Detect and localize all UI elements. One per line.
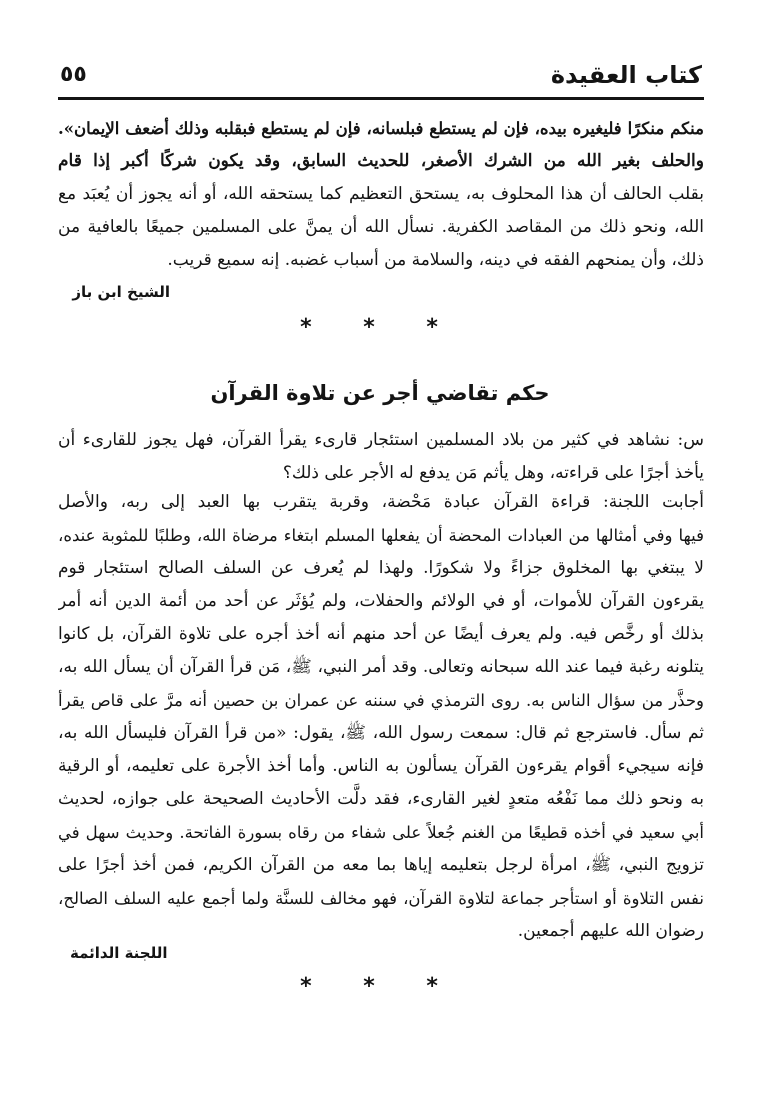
text-line: ذلك، وأن يمنحهم الفقه في دينه، والسلامة من أسباب غضبه. إنه سميع قريب. xyxy=(167,250,704,270)
answer-line: فإنه سيجيء أقوام يقرءون القرآن يسألون به الناس. وأما أخذ الأجرة على تعليمه، أو الرقية xyxy=(58,756,704,776)
answer-line: به ونحو ذلك مما نَفْعُه متعدٍ لغير القارىء، فقد دلَّت الأحاديث الصحيحة على جوازه، لحديث xyxy=(58,789,704,809)
text-line: منكم منكرًا فليغيره بيده، فإن لم يستطع فبلسانه، فإن لم يستطع فبقلبه وذلك أضعف الإيمان». xyxy=(58,119,704,138)
running-header-title: كتاب العقيدة xyxy=(550,61,702,89)
section-separator: * * * xyxy=(300,315,460,340)
question-block xyxy=(58,424,704,490)
answer-line: يتلونه رغبة فيما عند الله سبحانه وتعالى. وقد أمر النبي، ﷺ، مَن قرأ القرآن أن يسأل الله به، xyxy=(58,657,704,677)
answer-line: تزويج النبي، ﷺ، امرأة لرجل بتعليمه إياها بما معه من القرآن الكريم، فمن أخذ أجرًا على xyxy=(58,855,704,875)
fatwa-continuation xyxy=(58,112,704,277)
text-line: الله، ونحو ذلك من المقاصد الكفرية. نسأل الله أن يمنَّ على المسلمين جميعًا بالعافية من xyxy=(58,217,704,237)
text-line: بقلب الحالف أن هذا المحلوف به، يستحق التعظيم كما يستحقه الله، أو أنه يجوز أن يُعبَد مع xyxy=(58,184,704,204)
page-number: ٥٥ xyxy=(60,62,87,87)
committee-signature: اللجنة الدائمة xyxy=(70,944,168,962)
answer-line: أبي سعيد في أخذه قطيعًا من الغنم جُعلاً على شفاء من رقاه بسورة الفاتحة. وحديث سهل في xyxy=(58,823,704,842)
section-separator: * * * xyxy=(300,974,460,999)
header-rule xyxy=(58,97,704,100)
answer-line: وحذَّر من سؤال الناس به. روى الترمذي في سننه عن عمران بن حصين أنه مرَّ على قاص يقرأ xyxy=(58,691,704,710)
answer-line: نفس التلاوة أو استأجر جماعة لتلاوة القرآن، فهو مخالف للسنَّة ولما أجمع عليه السلف الصالح، xyxy=(58,889,704,908)
question-line: س: نشاهد في كثير من بلاد المسلمين استئجار قارىء يقرأ القرآن، فهل يجوز للقارىء أن xyxy=(58,430,704,450)
section-title: حكم تقاضي أجر عن تلاوة القرآن xyxy=(210,381,550,405)
question-line: يأخذ أجرًا على قراءته، وهل يأثم مَن يدفع له الأجر على ذلك؟ xyxy=(282,463,704,483)
text-line: والحلف بغير الله من الشرك الأصغر، للحديث السابق، وقد يكون شركًا أكبر إذا قام xyxy=(58,151,704,171)
answer-line: فيها وفي أمثالها من العبادات المحضة أن يفعلها المسلم ابتغاء مرضاة الله، وطلبًا للمثوبة عنده، xyxy=(58,526,704,545)
answer-block xyxy=(58,486,704,948)
answer-line: ثم سأل. فاسترجع ثم قال: سمعت رسول الله، ﷺ، يقول: «من قرأ القرآن فليسأل الله به، xyxy=(58,723,704,743)
answer-line: لا يبتغي بها المخلوق جزاءً ولا شكورًا. ولهذا لم يُعرف عن السلف الصالح استئجار قوم xyxy=(58,558,704,578)
fatwa-signature: الشيخ ابن باز xyxy=(72,283,170,301)
answer-line: أجابت اللجنة: قراءة القرآن عبادة مَحْضة، وقربة يتقرب بها العبد إلى ربه، والأصل xyxy=(58,492,704,512)
answer-line: رضوان الله عليهم أجمعين. xyxy=(517,921,704,941)
answer-line: يقرءون القرآن للأموات، أو في الولائم والحفلات، ولم يُؤثَر عن أحد من أئمة الدين أنه أمر xyxy=(58,591,704,611)
answer-line: بذلك أو رخَّص فيه. ولم يعرف أيضًا عن أحد منهم أنه أخذ أجره على تلاوة القرآن، بل كانوا xyxy=(58,624,704,644)
